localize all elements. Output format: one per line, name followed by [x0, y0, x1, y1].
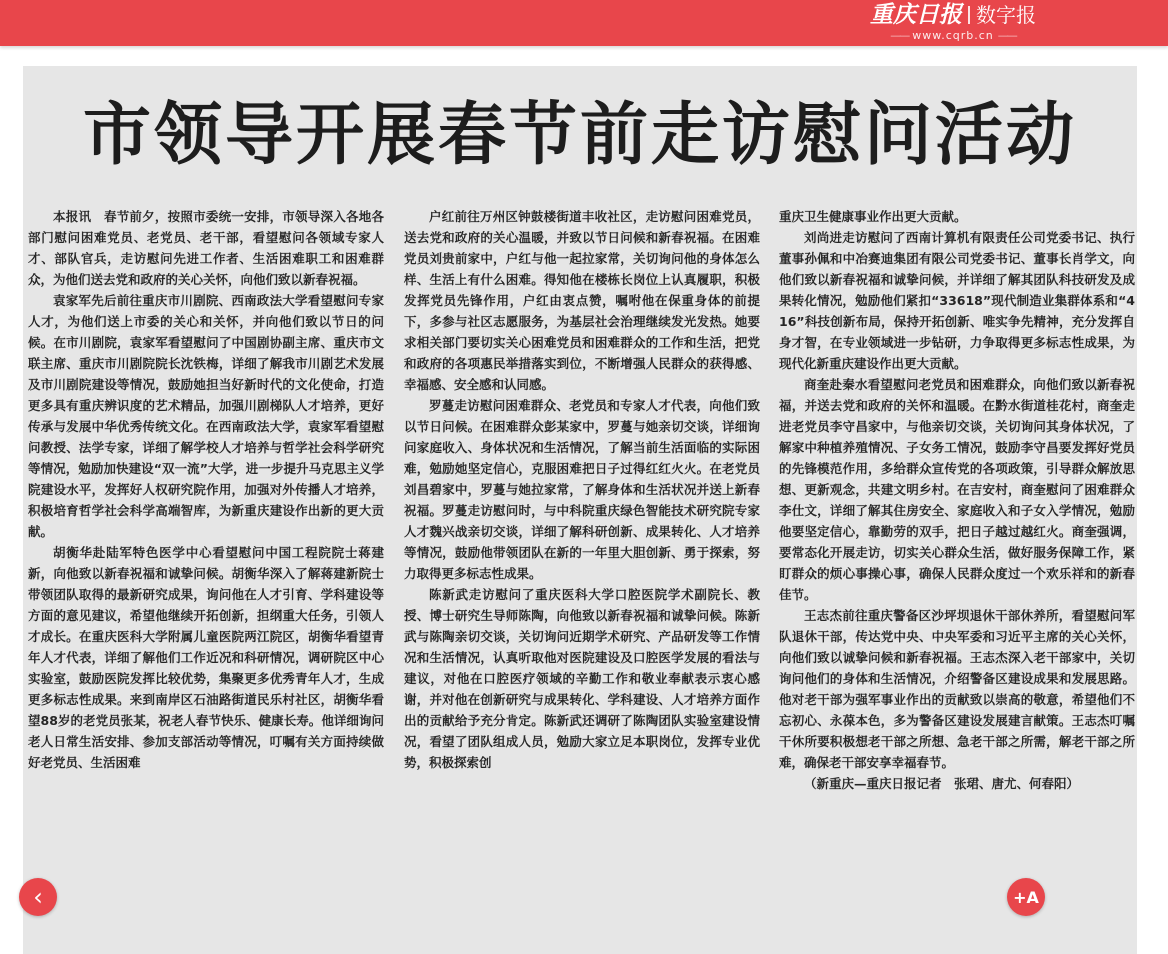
paragraph: 重庆卫生健康事业作出更大贡献。 — [779, 209, 967, 224]
paragraph: 刘尚进走访慰问了西南计算机有限责任公司党委书记、执行董事孙佩和中冶赛迪集团有限公司党委书记、董事长肖学文，向他们致以新春祝福和诚挚问候，并详细了解其团队科技研发及成果转化情况，勉励他们紧扣“33618”现代制造业集群体系和“416”科技创新布局，保持开拓创新、唯实争先精神，充分发挥自身才智，在专业领域进一步钻研，力争取得更多标志性成果，为现代化新重庆建设作出更大贡献。 — [779, 230, 1135, 371]
paragraph: 商奎赴秦水看望慰问老党员和困难群众，向他们致以新春祝福，并送去党和政府的关怀和温暖。在黔水街道桂花村，商奎走进老党员李守昌家中，与他亲切交谈，关切询问其身体状况，了解家中种植养殖情况、子女务工情况，鼓励李守昌要发挥好党员的先锋模范作用，多给群众宣传党的各项政策，引导群众解放思想、更新观念，共建文明乡村。在吉安村，商奎慰问了困难群众李仕文，详细了解其住房安全、家庭收入和子女入学情况，勉励他要坚定信心，靠勤劳的双手，把日子越过越红火。商奎强调，要常态化开展走访，切实关心群众生活，做好服务保障工作，紧盯群众的烦心事操心事，确保人民群众度过一个欢乐祥和的新春佳节。 — [779, 377, 1135, 602]
brand-url: —— www.cqrb.cn —— — [848, 29, 1058, 43]
brand-title-line — [848, 2, 1058, 29]
brand-logo[interactable] — [848, 2, 1058, 46]
paragraph: 胡衡华赴陆军特色医学中心看望慰问中国工程院院士蒋建新，向他致以新春祝福和诚挚问候。胡衡华深入了解蒋建新院士带领团队取得的最新研究成果，询问他在人才引育、学科建设等方面的意见建议，希望他继续开拓创新，担纲重大任务，引领人才成长。在重庆医科大学附属儿童医院两江院区，胡衡华看望青年人才代表，详细了解他们工作近况和科研情况，调研院区中心实验室，鼓励医院发挥比较优势，集聚更多优秀青年人才，生成更多标志性成果。来到南岸区石油路街道民乐村社区，胡衡华看望88岁的老党员张某，祝老人春节快乐、健康长寿。他详细询问老人日常生活安排、参加支部活动等情况，叮嘱有关方面持续做好老党员、生活困难 — [28, 545, 384, 770]
paragraph: （新重庆—重庆日报记者 张珺、唐尤、何春阳） — [804, 776, 1080, 791]
back-button[interactable] — [19, 878, 57, 916]
top-bar — [0, 0, 1168, 46]
article-column-1 — [28, 206, 384, 773]
article-column-3 — [779, 206, 1135, 794]
paragraph: 陈新武走访慰问了重庆医科大学口腔医院学术副院长、教授、博士研究生导师陈陶，向他致以新春祝福和诚挚问候。陈新武与陈陶亲切交谈，关切询问近期学术研究、产品研发等工作情况和生活情况，认真听取他对医院建设及口腔医学发展的看法与建议，对他在口腔医疗领域的辛勤工作和敬业奉献表示衷心感谢，并对他在创新研究与成果转化、学科建设、人才培养方面作出的贡献给予充分肯定。陈新武还调研了陈陶团队实验室建设情况，看望了团队组成人员，勉励大家立足本职岗位，发挥专业优势，积极探索创 — [404, 587, 760, 770]
paragraph: 本报讯 春节前夕，按照市委统一安排，市领导深入各地各部门慰问困难党员、老党员、老干部，看望慰问各领域专家人才、部队官兵，走访慰问先进工作者、生活困难职工和困难群众，为他们送去党和政府的关心关怀，向他们致以新春祝福。 — [28, 209, 384, 287]
brand-separator — [968, 6, 970, 24]
font-size-icon: +A — [1013, 887, 1039, 907]
paragraph: 王志杰前往重庆警备区沙坪坝退休干部休养所，看望慰问军队退休干部，传达党中央、中央军委和习近平主席的关心关怀，向他们致以诚挚问候和新春祝福。王志杰深入老干部家中，关切询问他们的身体和生活情况，介绍警备区建设成果和发展思路。他对老干部为强军事业作出的贡献致以崇高的敬意，希望他们不忘初心、永葆本色，多为警备区建设发展建言献策。王志杰叮嘱干休所要积极想老干部之所想、急老干部之所需，解老干部之所难，确保老干部安享幸福春节。 — [779, 608, 1135, 770]
brand-name: 数字报 — [976, 3, 1036, 27]
paragraph: 户红前往万州区钟鼓楼街道丰收社区，走访慰问困难党员，送去党和政府的关心温暖，并致以节日问候和新春祝福。在困难党员刘贵前家中，户红与他一起拉家常，关切询问他的身体怎么样、生活上有什么困难。得知他在楼栋长岗位上认真履职，积极发挥党员先锋作用，户红由衷点赞，嘱咐他在保重身体的前提下，多参与社区志愿服务，为基层社会治理继续发光发热。她要求相关部门要切实关心困难党员和困难群众的工作和生活，把党和政府的各项惠民举措落实到位，不断增强人民群众的获得感、幸福感、安全感和认同感。 — [404, 209, 760, 392]
article-column-2 — [404, 206, 760, 773]
newspaper-page-image — [23, 66, 1137, 954]
chevron-left-icon: ‹ — [33, 883, 43, 911]
paragraph: 袁家军先后前往重庆市川剧院、西南政法大学看望慰问专家人才，为他们送上市委的关心和关怀，并向他们致以节日的问候。在市川剧院，袁家军看望慰问了中国剧协副主席、重庆市文联主席、重庆市川剧院院长沈铁梅，详细了解我市川剧艺术发展及市川剧院建设等情况，鼓励她担当好新时代的文化使命，打造更多具有重庆辨识度的艺术精品，加强川剧梯队人才培养，更好传承与发展中华优秀传统文化。在西南政法大学，袁家军看望慰问教授、法学专家，详细了解学校人才培养与哲学社会科学研究等情况，勉励加快建设“双一流”大学，进一步提升马克思主义学院建设水平，发挥好人权研究院作用，加强对外传播人才培养，积极培育哲学社会科学高端智库，为新重庆建设作出新的更大贡献。 — [28, 293, 384, 539]
paragraph: 罗蔓走访慰问困难群众、老党员和专家人才代表，向他们致以节日问候。在困难群众彭某家中，罗蔓与她亲切交谈，详细询问家庭收入、身体状况和生活情况，了解当前生活面临的实际困难，勉励她坚定信心，克服困难把日子过得红红火火。在老党员刘昌碧家中，罗蔓与她拉家常，了解身体和生活状况并送上新春祝福。罗蔓走访慰问时，与中科院重庆绿色智能技术研究院专家人才魏兴战亲切交谈，详细了解科研创新、成果转化、人才培养等情况，鼓励他带领团队在新的一年里大胆创新、勇于探索，努力取得更多标志性成果。 — [404, 398, 760, 581]
article-headline: 市领导开展春节前走访慰问活动 — [82, 96, 1077, 175]
brand-logo-text: 重庆日报 — [870, 1, 962, 28]
font-size-button[interactable] — [1007, 878, 1045, 916]
